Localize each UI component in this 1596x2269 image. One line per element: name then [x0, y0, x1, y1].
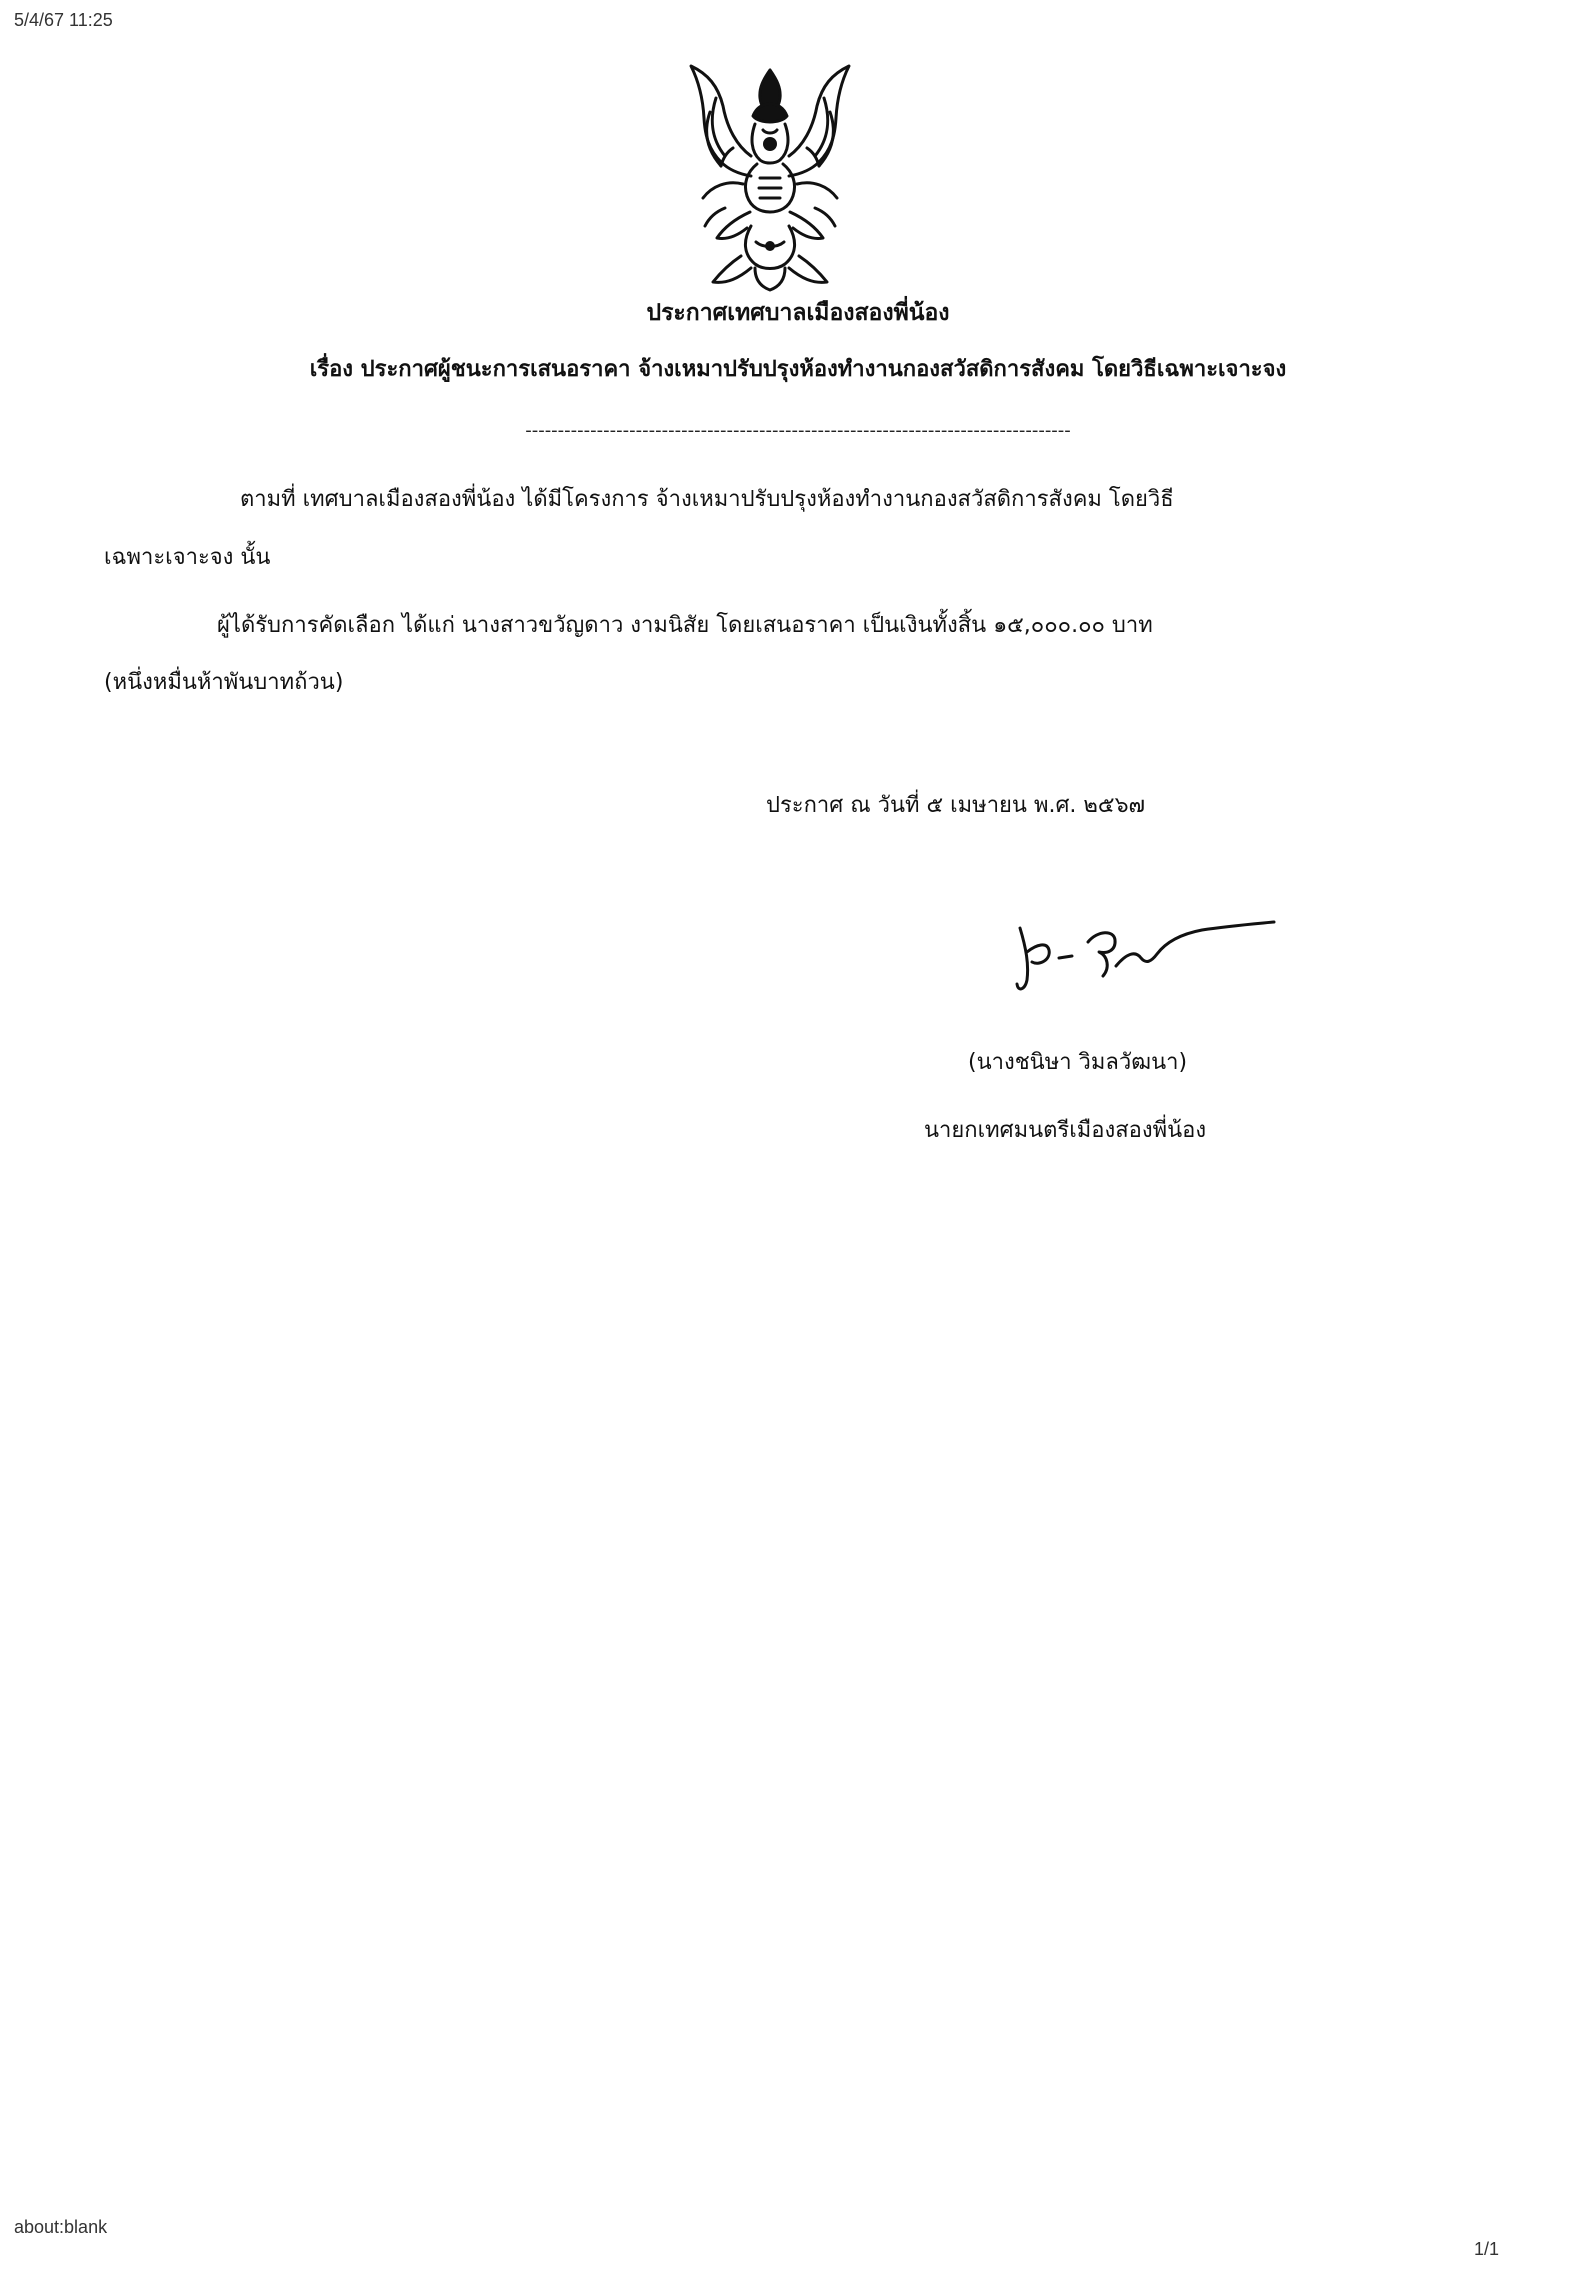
paragraph-1-line-1: ตามที่ เทศบาลเมืองสองพี่น้อง ได้มีโครงการ จ้างเหมาปรับปรุงห้องทำงานกองสวัสดิการสังคม โดยวิธี: [240, 487, 1174, 512]
handwritten-signature-icon: [1012, 912, 1282, 1002]
document-title: ประกาศเทศบาลเมืองสองพี่น้อง: [646, 300, 950, 326]
document-subject: เรื่อง ประกาศผู้ชนะการเสนอราคา จ้างเหมาปรับปรุงห้องทำงานกองสวัสดิการสังคม โดยวิธีเฉพาะเจาะจง: [309, 357, 1287, 382]
announcement-date: ประกาศ ณ วันที่ ๕ เมษายน พ.ศ. ๒๕๖๗: [766, 793, 1146, 818]
divider-line: ------------------------------------------------------------------------------------: [525, 420, 1071, 441]
paragraph-2-line-2: (หนึ่งหมื่นห้าพันบาทถ้วน): [104, 670, 344, 695]
signer-position: นายกเทศมนตรีเมืองสองพี่น้อง: [924, 1118, 1207, 1143]
signer-name: (นางชนิษา วิมลวัฒนา): [968, 1050, 1188, 1075]
garuda-emblem-icon: [655, 58, 885, 294]
print-footer-page-number: 1/1: [1474, 2239, 1500, 2259]
print-header-timestamp: 5/4/67 11:25: [14, 10, 113, 30]
paragraph-1-line-2: เฉพาะเจาะจง นั้น: [104, 545, 271, 570]
paragraph-2-line-1: ผู้ได้รับการคัดเลือก ได้แก่ นางสาวขวัญดาว งามนิสัย โดยเสนอราคา เป็นเงินทั้งสิ้น ๑๕,๐๐๐.๐๐ บาท: [217, 613, 1153, 638]
print-footer-url: about:blank: [14, 2217, 108, 2237]
